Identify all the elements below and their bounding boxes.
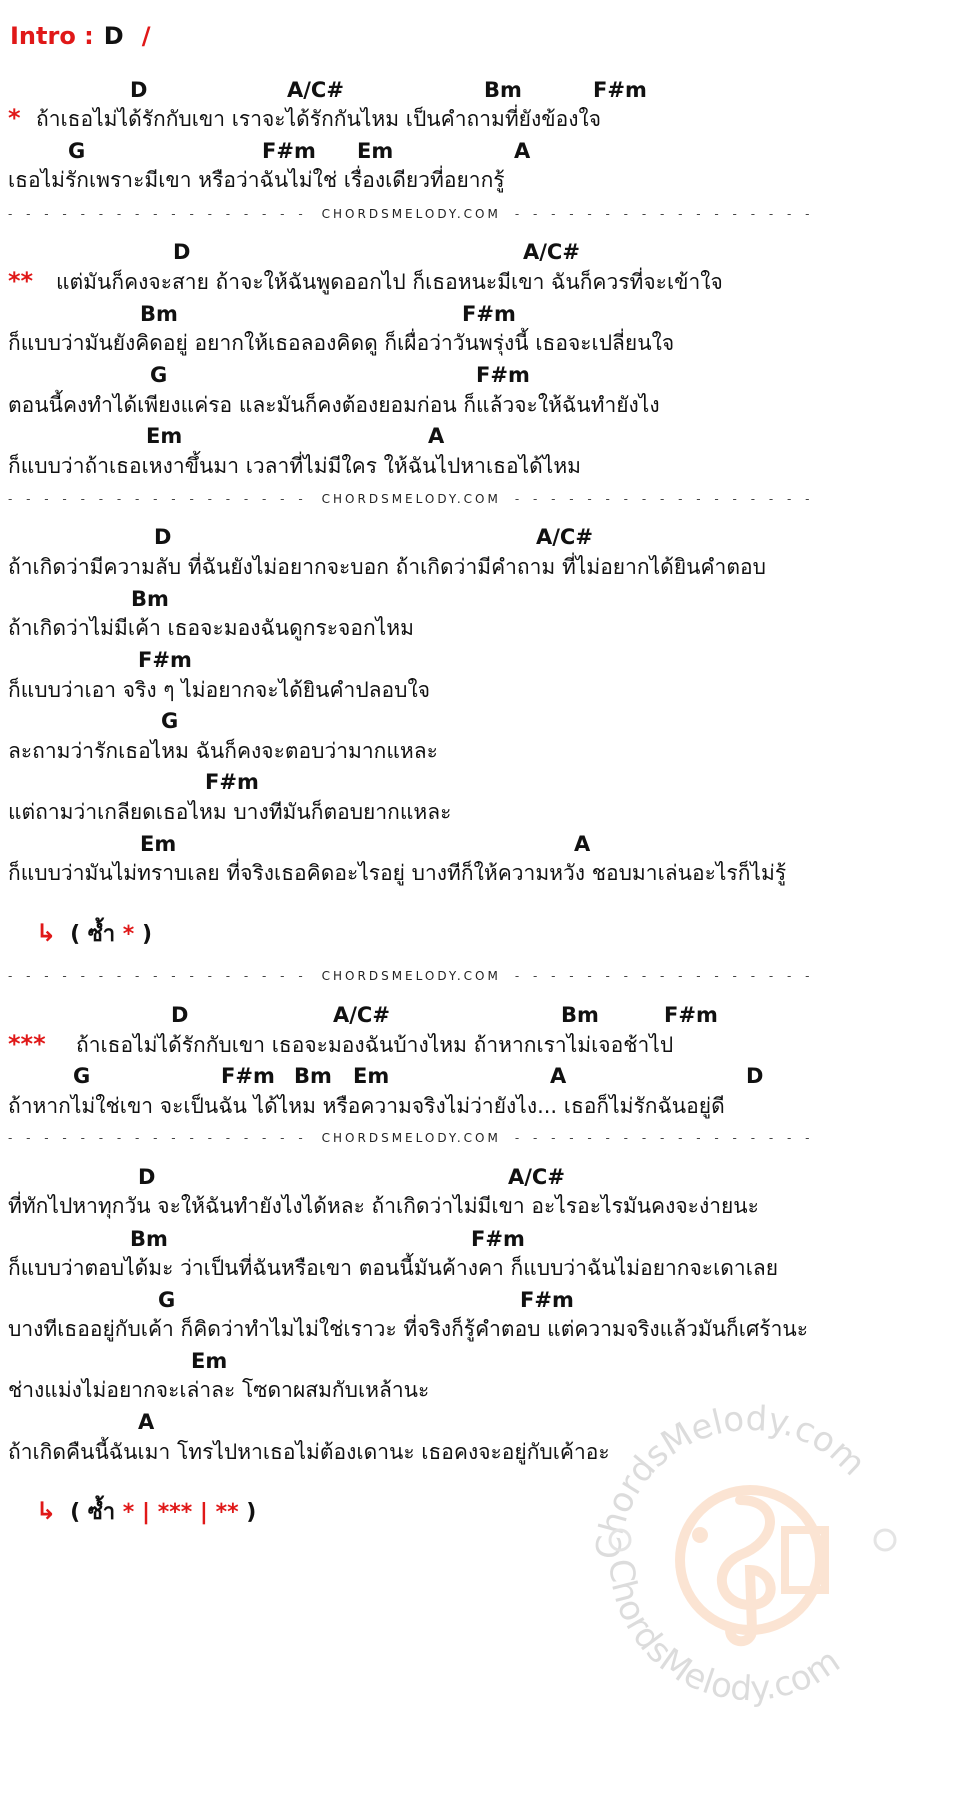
- chord: Bm: [131, 587, 169, 611]
- site-name: CHORDSMELODY.COM: [321, 207, 501, 221]
- chord: A/C#: [287, 78, 344, 102]
- repeat-instruction: ↳ ( ซ้ำ * | *** | ** ): [36, 1497, 257, 1525]
- intro-line: [10, 22, 150, 50]
- chord: F#m: [593, 78, 647, 102]
- chord: D: [173, 240, 191, 264]
- lyric-line: ละถามว่ารักเธอไหม ฉันก็คงจะตอบว่ามากแหละ: [8, 739, 438, 763]
- chord: F#m: [471, 1227, 525, 1251]
- chord: G: [73, 1064, 91, 1088]
- repeat-arrow-icon: ↳: [36, 919, 57, 947]
- lyric-line: แต่มันก็คงจะสาย ถ้าจะให้ฉันพูดออกไป ก็เธอหนะมีเขา ฉันก็ควรที่จะเข้าใจ: [56, 270, 723, 294]
- lyric-line: บางทีเธออยู่กับเค้า ก็คิดว่าทำไมไม่ใช่เราวะ ที่จริงก็รู้คำตอบ แต่ความจริงแล้วมันก็เศร้านะ: [8, 1317, 808, 1341]
- chord: F#m: [262, 139, 316, 163]
- chord: Bm: [140, 302, 178, 326]
- separator: - - - - - - - - - - - - - - - - - CHORDSMELODY.COM - - - - - - - - - - - - - - - - -: [8, 969, 815, 983]
- chord: Bm: [294, 1064, 332, 1088]
- chord: G: [150, 363, 168, 387]
- lyric-line: ถ้าเธอไม่ได้รักกับเขา เธอจะมองฉันบ้างไหม ถ้าหากเราไม่เจอช้าไป: [76, 1033, 674, 1057]
- lyric-line: แต่ถามว่าเกลียดเธอไหม บางทีมันก็ตอบยากแหละ: [8, 800, 452, 824]
- chord: A: [428, 424, 445, 448]
- treble-clef-icon: [722, 1500, 771, 1641]
- section-mark: *: [8, 104, 21, 132]
- lyric-line: ที่ทักไปหาทุกวัน จะให้ฉันทำยังไงได้หละ ถ้าเกิดว่าไม่มีเขา อะไรอะไรมันคงจะง่ายนะ: [8, 1194, 759, 1218]
- separator: - - - - - - - - - - - - - - - - - CHORDSMELODY.COM - - - - - - - - - - - - - - - - -: [8, 1131, 815, 1145]
- chord: A/C#: [508, 1165, 565, 1189]
- play-icon: [875, 1530, 895, 1550]
- chord: A/C#: [333, 1003, 390, 1027]
- separator: - - - - - - - - - - - - - - - - - CHORDSMELODY.COM - - - - - - - - - - - - - - - - -: [8, 207, 815, 221]
- chord: Bm: [130, 1227, 168, 1251]
- lyric-line: ก็แบบว่าตอบได้มะ ว่าเป็นที่ฉันหรือเขา ตอนนี้มันค้างคา ก็แบบว่าฉันไม่อยากจะเดาเลย: [8, 1256, 779, 1280]
- chord: F#m: [520, 1288, 574, 1312]
- intro-chord: D: [103, 22, 124, 50]
- chord: Em: [146, 424, 183, 448]
- lyric-line: ก็แบบว่าถ้าเธอเหงาขึ้นมา เวลาที่ไม่มีใคร ให้ฉันไปหาเธอได้ไหม: [8, 454, 582, 478]
- chord: A: [574, 832, 591, 856]
- chord: F#m: [476, 363, 530, 387]
- lyric-line: ตอนนี้คงทำได้เพียงแค่รอ และมันก็คงต้องยอมก่อน ก็แล้วจะให้ฉันทำยังไง: [8, 393, 660, 417]
- lyric-line: ถ้าเธอไม่ได้รักกับเขา เราจะได้รักกันไหม เป็นคำถามที่ยังข้องใจ: [36, 107, 602, 131]
- lyric-line: เธอไม่รักเพราะมีเขา หรือว่าฉันไม่ใช่ เรื่องเดียวที่อยากรู้: [8, 168, 505, 192]
- site-name: CHORDSMELODY.COM: [321, 969, 501, 983]
- site-name: CHORDSMELODY.COM: [321, 492, 501, 506]
- site-name: CHORDSMELODY.COM: [321, 1131, 501, 1145]
- chord: Bm: [561, 1003, 599, 1027]
- chord: D: [171, 1003, 189, 1027]
- chord: Em: [191, 1349, 228, 1373]
- chordsmelody-watermark-logo: [580, 1390, 920, 1730]
- lyric-line: ถ้าเกิดว่ามีความลับ ที่ฉันยังไม่อยากจะบอก ถ้าเกิดว่ามีคำถาม ที่ไม่อยากได้ยินคำตอบ: [8, 555, 766, 579]
- chord: Em: [357, 139, 394, 163]
- section-mark: ***: [8, 1030, 46, 1058]
- chord: D: [130, 78, 148, 102]
- chord: D: [746, 1064, 764, 1088]
- chord: F#m: [664, 1003, 718, 1027]
- watermark-text-top: ChordsMelody.com: [588, 1398, 874, 1561]
- chord: D: [154, 525, 172, 549]
- chord: A/C#: [523, 240, 580, 264]
- lyric-line: ก็แบบว่ามันไม่ทราบเลย ที่จริงเธอคิดอะไรอยู่ บางทีก็ให้ความหวัง ชอบมาเล่นอะไรก็ไม่รู้: [8, 861, 787, 885]
- separator: - - - - - - - - - - - - - - - - - CHORDSMELODY.COM - - - - - - - - - - - - - - - - -: [8, 492, 815, 506]
- watermark-text-bottom: ChordsMelody.com: [600, 1557, 848, 1710]
- lyric-line: ก็แบบว่าเอา จริง ๆ ไม่อยากจะได้ยินคำปลอบใจ: [8, 678, 431, 702]
- lyric-line: ช่างแม่งไม่อยากจะเล่าละ โซดาผสมกับเหล้านะ: [8, 1378, 430, 1402]
- chord: A/C#: [536, 525, 593, 549]
- lyric-line: ถ้าเกิดว่าไม่มีเค้า เธอจะมองฉันดูกระจอกไหม: [8, 616, 414, 640]
- intro-slash: /: [141, 22, 151, 50]
- chord: G: [158, 1288, 176, 1312]
- lyric-line: ก็แบบว่ามันยังคิดอยู่ อยากให้เธอลองคิดดู ก็เผื่อว่าวันพรุ่งนี้ เธอจะเปลี่ยนใจ: [8, 331, 675, 355]
- lyric-line: ถ้าเกิดคืนนี้ฉันเมา โทรไปหาเธอไม่ต้องเดานะ เธอคงจะอยู่กับเค้าอะ: [8, 1440, 610, 1464]
- chord: A: [138, 1410, 155, 1434]
- chord: Bm: [484, 78, 522, 102]
- chord: G: [161, 709, 179, 733]
- note-dot-icon: [692, 1527, 708, 1543]
- section-mark: **: [8, 267, 34, 295]
- chord: Em: [353, 1064, 390, 1088]
- chord: F#m: [221, 1064, 275, 1088]
- chord: D: [138, 1165, 156, 1189]
- repeat-instruction: ↳ ( ซ้ำ * ): [36, 919, 153, 947]
- chord: Em: [140, 832, 177, 856]
- chord: F#m: [138, 648, 192, 672]
- chord: F#m: [205, 770, 259, 794]
- lyric-line: ถ้าหากไม่ใช่เขา จะเป็นฉัน ได้ไหม หรือความจริงไม่ว่ายังไง... เธอก็ไม่รักฉันอยู่ดี: [8, 1094, 725, 1118]
- intro-label: Intro :: [10, 22, 94, 50]
- repeat-arrow-icon: ↳: [36, 1497, 57, 1525]
- chord: A: [514, 139, 531, 163]
- chord: G: [68, 139, 86, 163]
- chord: F#m: [462, 302, 516, 326]
- chord: A: [550, 1064, 567, 1088]
